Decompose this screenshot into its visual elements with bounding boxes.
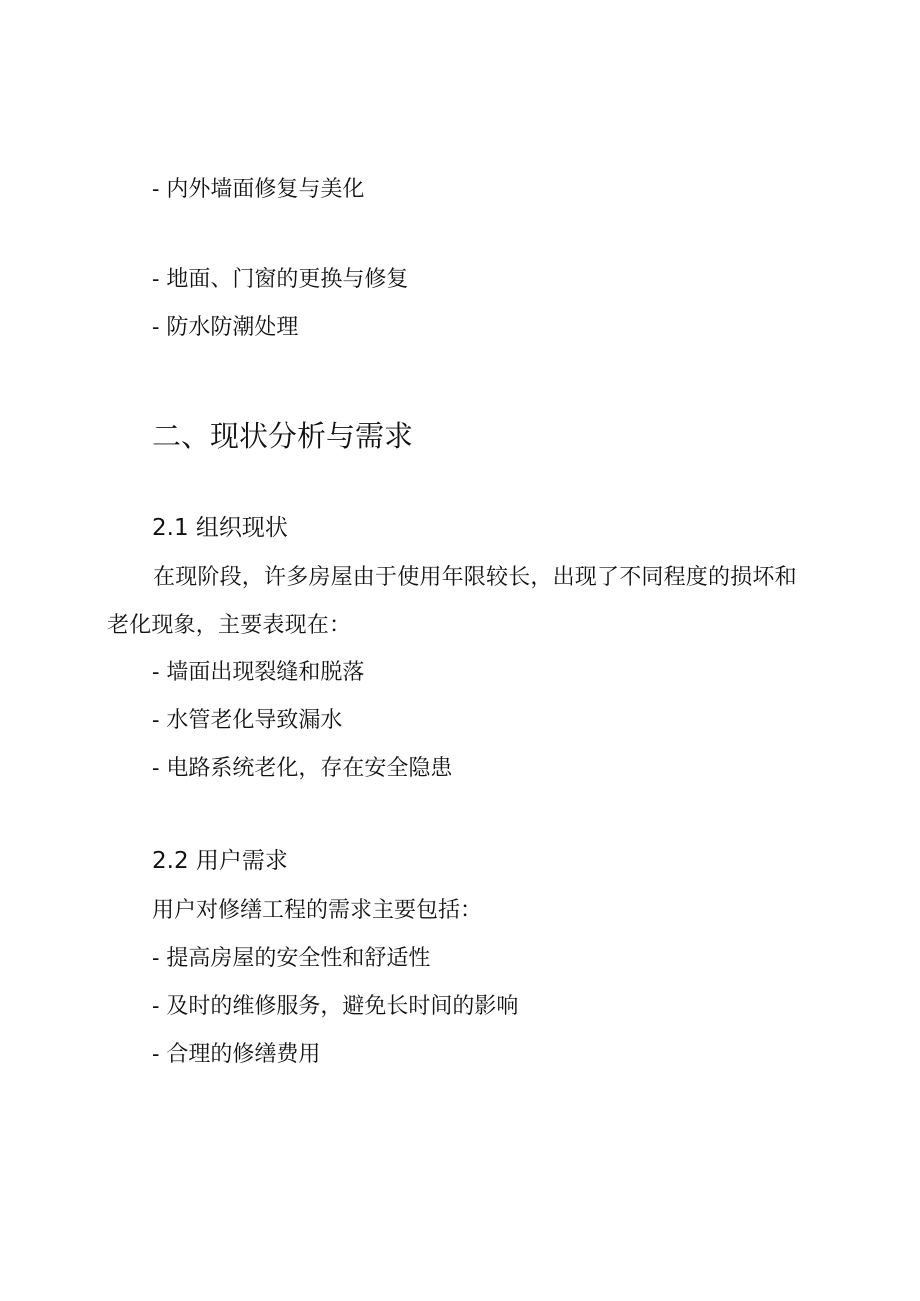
list-item: - 电路系统老化，存在安全隐患: [152, 756, 453, 781]
subsection-heading: 2.2 用户需求: [152, 848, 288, 874]
body-paragraph: 在现阶段，许多房屋由于使用年限较长，出现了不同程度的损坏和老化现象，主要表现在：: [107, 565, 797, 638]
body-text: 用户对修缮工程的需求主要包括：: [152, 898, 483, 923]
list-item: - 提高房屋的安全性和舒适性: [152, 946, 431, 971]
list-item: - 地面、门窗的更换与修复: [152, 267, 409, 292]
list-item: - 水管老化导致漏水: [152, 708, 343, 733]
section-heading: 二、现状分析与需求: [152, 419, 414, 453]
list-item: - 内外墙面修复与美化: [152, 177, 365, 202]
subsection-heading: 2.1 组织现状: [152, 515, 288, 541]
list-item: - 防水防潮处理: [152, 315, 299, 340]
list-item: - 合理的修缮费用: [152, 1042, 321, 1067]
list-item: - 墙面出现裂缝和脱落: [152, 660, 365, 685]
list-item: - 及时的维修服务，避免长时间的影响: [152, 994, 519, 1019]
